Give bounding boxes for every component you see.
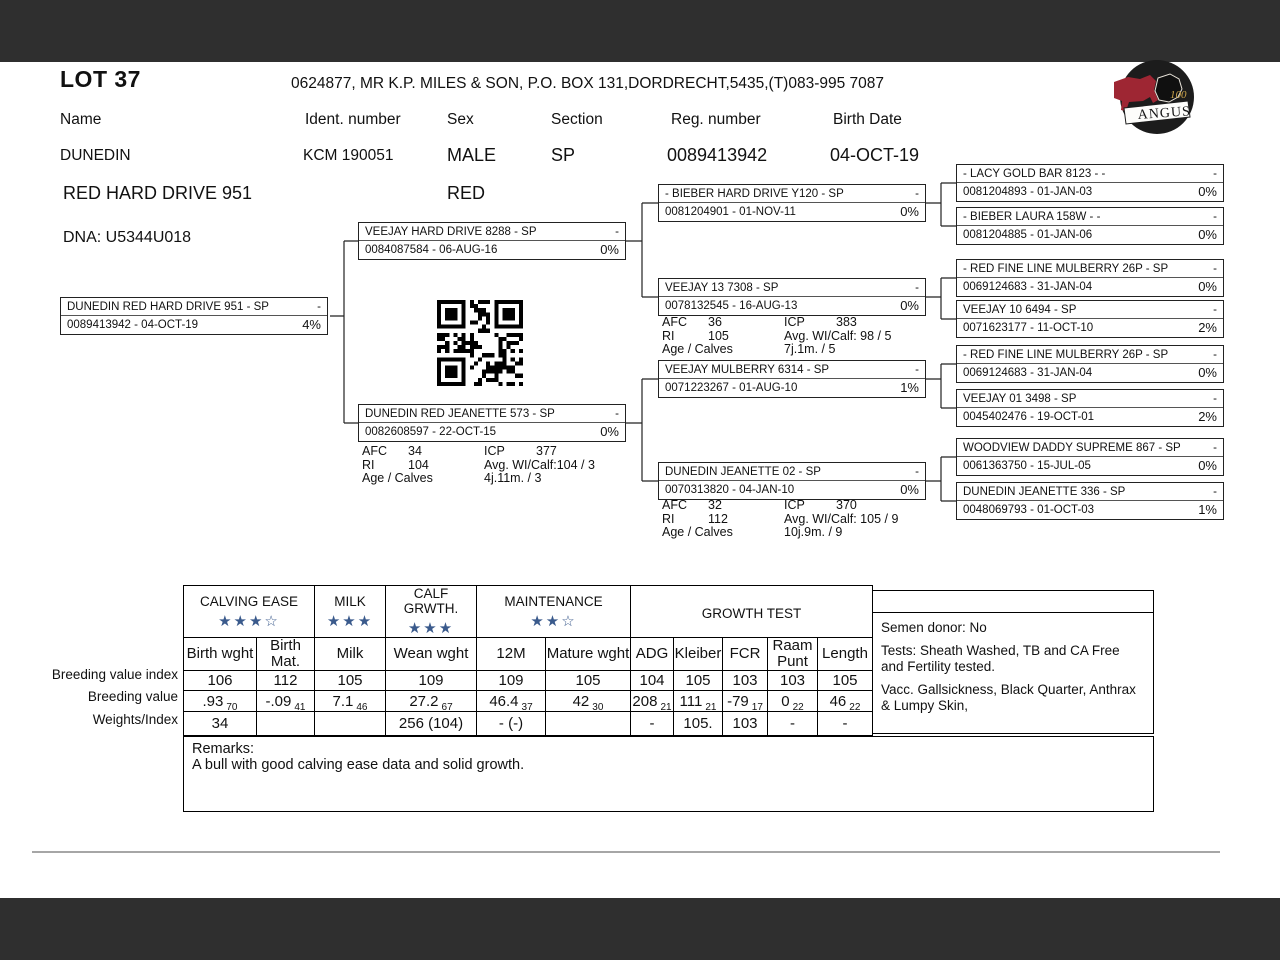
pedigree-pct: 4% bbox=[302, 317, 321, 332]
pedigree-dash: - bbox=[915, 364, 919, 376]
pedigree-pct: 0% bbox=[600, 242, 619, 257]
pedigree-dash: - bbox=[615, 408, 619, 420]
pedigree-box-great-7: WOODVIEW DADDY SUPREME 867 - SP - 0061363750 - 15-JUL-05 0% bbox=[956, 438, 1224, 476]
dna-number: DNA: U5344U018 bbox=[63, 229, 192, 246]
pedigree-box-great-5: - RED FINE LINE MULBERRY 26P - SP - 0069124683 - 31-JAN-04 0% bbox=[956, 345, 1224, 383]
group-growth-test: GROWTH TEST bbox=[631, 586, 873, 638]
pedigree-pct: 0% bbox=[900, 482, 919, 497]
pedigree-dash: - bbox=[615, 226, 619, 238]
group-milk: MILK ★★★ bbox=[315, 586, 386, 638]
pedigree-reg: 0082608597 - 22-OCT-15 bbox=[365, 426, 497, 438]
pedigree-box-great-6: VEEJAY 01 3498 - SP - 0045402476 - 19-OCT-01 2% bbox=[956, 389, 1224, 427]
pedigree-box-sire bbox=[358, 222, 626, 260]
pedigree-name: - BIEBER HARD DRIVE Y120 - SP bbox=[665, 188, 844, 200]
breeding-value-row: .93 $_{70}$ -.09 $_{41}$ 7.1 $_{46}$ 27.2 $_{67}$ 46.4 $_{37}$ 42 $_{30}$ 208 $_{21}$ 111 $_{21}$ -79 $_{17}$ 0 $_{22}$ 46 $_{22}$ bbox=[184, 691, 873, 712]
mgd-stats: AFC 32 RI 112 Age / Calves ICP 370 Avg. WI/Calf: 105 / 9 10j.9m. / 9 bbox=[662, 498, 899, 539]
colour-value: RED bbox=[447, 183, 486, 203]
sex-value: MALE bbox=[447, 145, 497, 165]
row-label-breeding-value: Breeding value bbox=[87, 689, 178, 704]
section-value: SP bbox=[551, 145, 576, 165]
lot-number: LOT 37 bbox=[60, 66, 141, 92]
viewer-top-bar bbox=[0, 0, 1280, 62]
pedigree-pct: 0% bbox=[600, 424, 619, 439]
animal-name-2: RED HARD DRIVE 951 bbox=[63, 183, 253, 203]
pgd-stats: AFC 36 RI 105 Age / Calves ICP 383 Avg. WI/Calf: 98 / 5 7j.1m. / 5 bbox=[662, 315, 892, 356]
pedigree-box-mgd bbox=[658, 462, 926, 500]
label-section: Section bbox=[551, 111, 603, 128]
pedigree-box-great-8: DUNEDIN JEANETTE 336 - SP - 0048069793 - 01-OCT-03 1% bbox=[956, 482, 1224, 520]
angus-logo bbox=[1108, 56, 1198, 143]
pedigree-reg: 0081204901 - 01-NOV-11 bbox=[665, 206, 796, 218]
semen-donor-text: Semen donor: No bbox=[881, 620, 987, 635]
pedigree-box-great-2: - BIEBER LAURA 158W - - - 0081204885 - 01-JAN-06 0% bbox=[956, 207, 1224, 245]
pedigree-name: VEEJAY MULBERRY 6314 - SP bbox=[665, 364, 830, 376]
row-label-weights-index: Weights/Index bbox=[92, 712, 178, 727]
pedigree-name: DUNEDIN RED HARD DRIVE 951 - SP bbox=[67, 301, 269, 313]
pedigree-pct: 0% bbox=[900, 204, 919, 219]
label-reg: Reg. number bbox=[671, 111, 761, 128]
reg-number: 0089413942 bbox=[667, 145, 768, 165]
animal-name: DUNEDIN bbox=[60, 147, 131, 164]
pedigree-box-great-4: VEEJAY 10 6494 - SP - 0071623177 - 11-OCT-10 2% bbox=[956, 300, 1224, 338]
remarks-text: A bull with good calving ease data and solid growth. bbox=[192, 757, 525, 773]
pedigree-dash: - bbox=[915, 282, 919, 294]
pedigree-dash: - bbox=[317, 301, 321, 313]
breeding-value-index-row: 106 112 105 109 109 105 104 105 103 103 105 bbox=[184, 671, 873, 691]
pedigree-reg: 0078132545 - 16-AUG-13 bbox=[665, 300, 798, 312]
label-birth: Birth Date bbox=[833, 111, 902, 128]
label-name: Name bbox=[60, 111, 102, 128]
pedigree-box-great-3: - RED FINE LINE MULBERRY 26P - SP - 0069124683 - 31-JAN-04 0% bbox=[956, 259, 1224, 297]
row-label-breeding-value-index: Breeding value index bbox=[51, 667, 178, 682]
pedigree-box-pgd bbox=[658, 278, 926, 316]
footer-divider bbox=[32, 851, 1220, 853]
remarks-label: Remarks: bbox=[192, 741, 255, 757]
pedigree-reg: 0071223267 - 01-AUG-10 bbox=[665, 382, 798, 394]
qr-code bbox=[437, 300, 523, 391]
pedigree-name: DUNEDIN JEANETTE 02 - SP bbox=[665, 466, 821, 478]
remarks-box bbox=[183, 736, 1154, 812]
group-maintenance: MAINTENANCE ★★☆ bbox=[477, 586, 631, 638]
ident-number: KCM 190051 bbox=[303, 147, 394, 164]
pedigree-box-pgs bbox=[658, 184, 926, 222]
pedigree-name: VEEJAY 13 7308 - SP bbox=[665, 282, 779, 294]
pedigree-name: DUNEDIN RED JEANETTE 573 - SP bbox=[365, 408, 555, 420]
tests-text: Tests: Sheath Washed, TB and CA Free and Fertility tested. bbox=[881, 643, 1120, 674]
weights-index-row: 34 256 (104) - (-) - 105. 103 - - bbox=[184, 712, 873, 736]
pedigree-box-dam bbox=[358, 404, 626, 442]
logo-years: 100 bbox=[1170, 89, 1187, 101]
pedigree-reg: 0089413942 - 04-OCT-19 bbox=[67, 319, 199, 331]
pedigree-box-great-1: - LACY GOLD BAR 8123 - - - 0081204893 - 01-JAN-03 0% bbox=[956, 164, 1224, 202]
info-panel-top-strip bbox=[873, 591, 1153, 613]
pedigree-box-subject bbox=[60, 297, 328, 335]
star-rating-icon: ★★★ bbox=[326, 612, 374, 630]
column-header-row: Birth wght Birth Mat. Milk Wean wght 12M Mature wght ADG Kleiber FCR Raam Punt Length bbox=[184, 638, 873, 671]
star-rating-icon: ★★★☆ bbox=[218, 612, 280, 630]
label-ident: Ident. number bbox=[305, 111, 401, 128]
vaccinations-text: Vacc. Gallsickness, Black Quarter, Anthrax & Lumpy Skin, bbox=[881, 682, 1136, 713]
pedigree-reg: 0084087584 - 06-AUG-16 bbox=[365, 244, 498, 256]
pedigree-pct: 1% bbox=[900, 380, 919, 395]
logo-brand: ANGUS bbox=[1137, 104, 1192, 123]
group-calf-growth: CALF GRWTH. ★★★ bbox=[386, 586, 477, 638]
info-panel bbox=[872, 590, 1154, 734]
pedigree-dash: - bbox=[915, 466, 919, 478]
pedigree-box-mgs bbox=[658, 360, 926, 398]
pedigree-name: VEEJAY HARD DRIVE 8288 - SP bbox=[365, 226, 537, 238]
breeding-value-table bbox=[183, 585, 873, 736]
label-sex: Sex bbox=[447, 111, 474, 128]
star-rating-icon: ★★★ bbox=[407, 620, 455, 637]
dam-stats: AFC 34 RI 104 Age / Calves ICP 377 Avg. WI/Calf:104 / 3 4j.11m. / 3 bbox=[362, 444, 595, 485]
birth-date: 04-OCT-19 bbox=[830, 145, 920, 165]
viewer-bottom-bar bbox=[0, 898, 1280, 960]
star-rating-icon: ★★☆ bbox=[530, 612, 577, 630]
pedigree-dash: - bbox=[915, 188, 919, 200]
group-calving-ease: CALVING EASE ★★★☆ bbox=[184, 586, 315, 638]
pedigree-pct: 0% bbox=[900, 298, 919, 313]
owner-line: 0624877, MR K.P. MILES & SON, P.O. BOX 131,DORDRECHT,5435,(T)083-995 7087 bbox=[291, 75, 885, 92]
pedigree-reg: 0070313820 - 04-JAN-10 bbox=[665, 484, 795, 496]
